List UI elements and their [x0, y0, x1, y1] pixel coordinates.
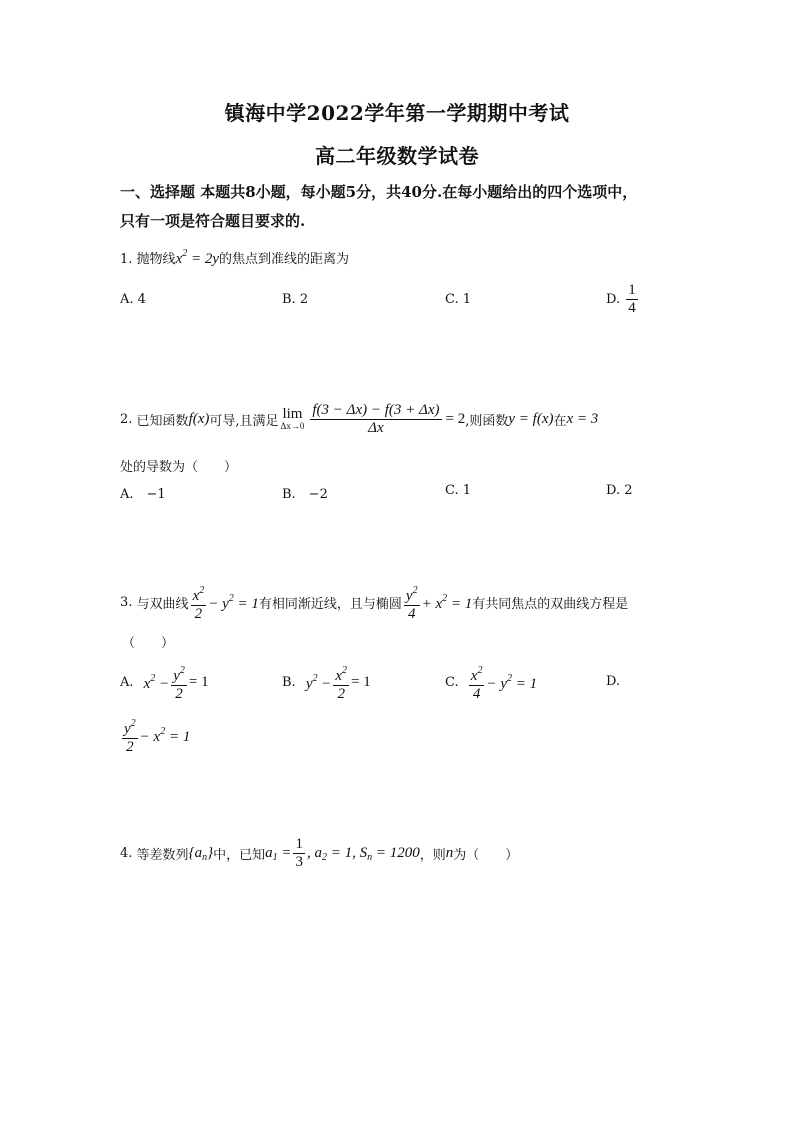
question-2 — [120, 402, 598, 437]
math-expression: = 2 — [445, 411, 466, 427]
math-expression: $x^2 = 2y$ — [175, 248, 220, 267]
option-label: C. — [445, 675, 459, 690]
question-number: 2. — [120, 412, 133, 427]
question-text: 等差数列 — [136, 848, 189, 863]
question-4: 4. 等差数列$\{a_n\}$中，已知$a_1$ = $\frac{1}{3}$ , $a_2 = 1$, $S_n = 1200$，则n为（ ） — [120, 836, 519, 870]
option-a: A. 4 — [120, 292, 146, 307]
option-label: D. — [606, 292, 621, 307]
exam-subtitle: 高二年级数学试卷 — [315, 144, 479, 168]
question-3-line2: （ ） — [122, 636, 175, 651]
question-text: 有共同焦点的双曲线方程是 — [472, 597, 629, 612]
option-c: C. 1 — [445, 483, 472, 498]
math-expression: x = 3 — [566, 411, 599, 427]
option-a: A. −1 — [120, 487, 166, 502]
question-text: 为（ ） — [453, 848, 519, 863]
option-label: B. — [282, 675, 296, 690]
question-text: ，则 — [419, 848, 446, 863]
question-number: 4. — [120, 846, 133, 861]
question-text: 在 — [553, 414, 567, 429]
option-c: C. 1 — [445, 292, 472, 307]
section-heading-line1: 一、选择题 本题共8小题，每小题5分，共40分.在每小题给出的四个选项中， — [120, 183, 638, 201]
option-a: A. $x^2$ − $\frac{y^2}{2}$ = 1 — [120, 662, 209, 703]
option-d: D. — [606, 674, 621, 689]
math-expression: f(x) — [188, 411, 210, 427]
question-text: 有相同渐近线，且与椭圆 — [258, 597, 402, 612]
option-b: B. −2 — [282, 487, 328, 502]
math-expression: − $y^2 = 1$ — [208, 592, 259, 612]
question-text: 中，已知 — [213, 848, 266, 863]
question-3 — [120, 582, 628, 623]
math-expression: y = f(x) — [508, 411, 554, 427]
fraction: $\frac{f(3 - \Delta x) - f(3 + \Delta x)}{\Delta x}$ — [312, 402, 440, 436]
fraction: $\frac{1}{4}$ — [628, 282, 636, 316]
section-heading-line2: 只有一项是符合题目要求的. — [120, 212, 306, 230]
option-d: D. 2 — [606, 483, 633, 498]
option-b: B. $y^2$ − $\frac{x^2}{2}$ = 1 — [282, 662, 371, 703]
question-number: 3. — [120, 595, 133, 610]
option-b: B. 2 — [282, 292, 309, 307]
option-c: C. $\frac{x^2}{4}$ − $y^2 = 1$ — [445, 662, 537, 703]
question-text: 已知函数 — [136, 414, 189, 429]
question-1 — [120, 248, 349, 268]
math-expression: $\{a_n\}$ — [188, 844, 214, 863]
limit-operator: lim Δx→0 — [280, 405, 305, 431]
option-d — [606, 282, 640, 317]
question-text: 的焦点到准线的距离为 — [219, 252, 350, 267]
fraction: $\frac{x^2}{2}$ — [191, 582, 207, 623]
question-text: 抛物线 — [136, 252, 176, 267]
option-d-expression: $\frac{y^2}{2}$ − $x^2 = 1$ — [120, 715, 190, 756]
option-label: A. — [120, 675, 134, 690]
question-text: ,则函数 — [465, 414, 509, 429]
question-number: 1. — [120, 252, 133, 267]
question-2-line2: 处的导数为（ ） — [120, 460, 238, 475]
exam-title: 镇海中学2022学年第一学期期中考试 — [224, 101, 570, 125]
math-expression: + $x^2 = 1$ — [421, 592, 473, 612]
question-text: 可导,且满足 — [209, 414, 279, 429]
fraction: $\frac{y^2}{4}$ — [404, 582, 420, 623]
question-text: 与双曲线 — [136, 597, 189, 612]
